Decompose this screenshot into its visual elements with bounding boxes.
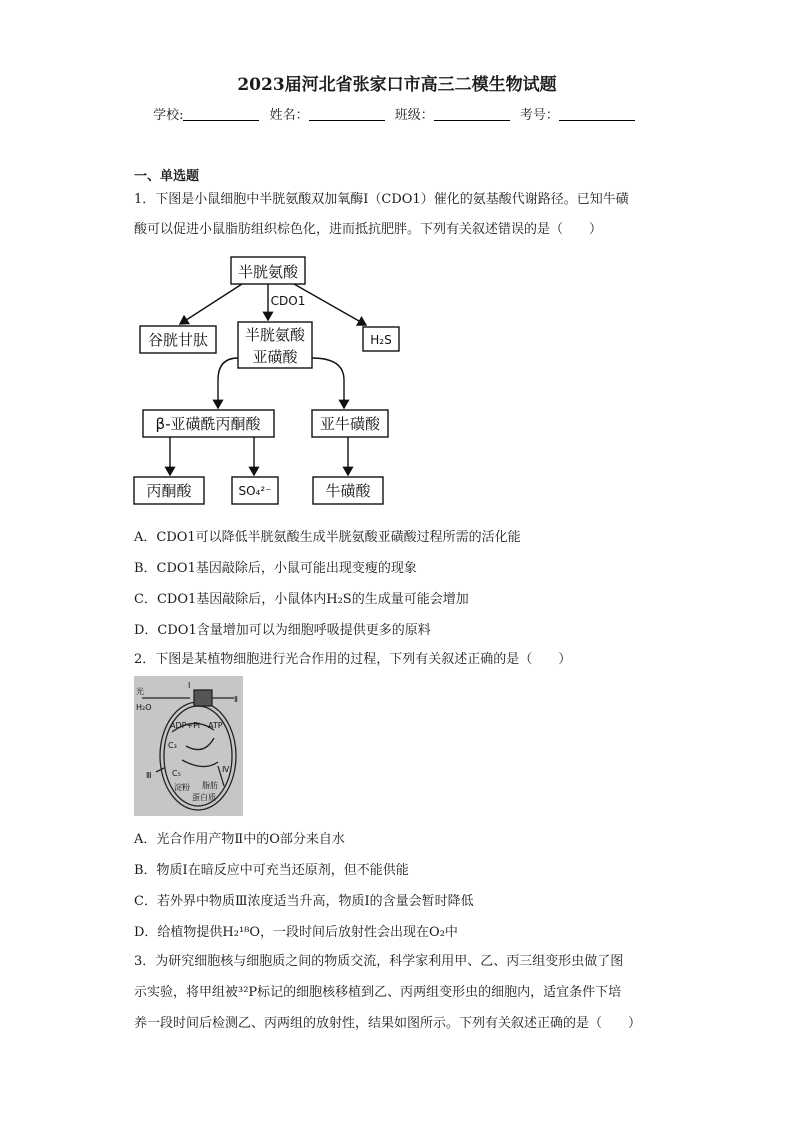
fig-r2: Ⅱ: [234, 695, 238, 704]
fig-c3: C₃: [168, 741, 177, 750]
page-title: 2023届河北省张家口市高三二模生物试题: [237, 75, 557, 95]
q1-option-d: D．CDO1含量增加可以为细胞呼吸提供更多的原料: [134, 623, 431, 638]
label-hypotaurine: 亚牛磺酸: [319, 415, 381, 433]
label-cysteine: 半胱氨酸: [237, 263, 299, 281]
name-label: 姓名：: [269, 108, 309, 123]
q3-line2: 示实验，将甲组被³²P标记的细胞核移植到乙、丙两组变形虫的细胞内，适宜条件下培: [134, 985, 622, 1000]
student-info-line: [0, 104, 794, 123]
label-taurine: 牛磺酸: [325, 482, 371, 500]
fig-fat: 脂肪: [202, 781, 218, 790]
fig-r1: Ⅰ: [188, 681, 191, 690]
label-cdo1: CDO1: [270, 294, 306, 308]
fig-water: H₂O: [136, 703, 152, 712]
label-h2s: H₂S: [370, 333, 392, 347]
class-blank[interactable]: [434, 108, 510, 121]
label-pyruvate: 丙酮酸: [146, 482, 192, 500]
q2-photosynthesis-figure: [134, 676, 243, 816]
fig-adp: ADP+Pi: [170, 721, 201, 730]
q2-option-c: C．若外界中物质Ⅲ浓度适当升高，物质Ⅰ的含量会暂时降低: [134, 894, 474, 909]
fig-r4: Ⅳ: [222, 765, 230, 774]
name-blank[interactable]: [309, 108, 385, 121]
fig-light: 光: [136, 687, 144, 696]
label-sulfate: SO₄²⁻: [238, 484, 272, 498]
q2-line1: 2．下图是某植物细胞进行光合作用的过程，下列有关叙述正确的是（ ）: [134, 652, 572, 667]
q1-line2: 酸可以促进小鼠脂肪组织棕色化，进而抵抗肥胖。下列有关叙述错误的是（ ）: [134, 222, 603, 237]
q3-line3: 养一段时间后检测乙、丙两组的放射性，结果如图所示。下列有关叙述正确的是（ ）: [134, 1016, 642, 1031]
number-label: 考号：: [519, 108, 559, 123]
q1-line1: 1．下图是小鼠细胞中半胱氨酸双加氧酶Ⅰ（CDO1）催化的氨基酸代谢路径。已知牛磺: [134, 192, 629, 207]
q1-option-a: A．CDO1可以降低半胱氨酸生成半胱氨酸亚磺酸过程所需的活化能: [134, 530, 521, 545]
q1-option-b: B．CDO1基因敲除后，小鼠可能出现变瘦的现象: [134, 561, 417, 576]
label-b-sulfinylpyruvate: β-亚磺酰丙酮酸: [155, 415, 261, 433]
number-blank[interactable]: [559, 108, 635, 121]
q2-option-d: D．给植物提供H₂¹⁸O，一段时间后放射性会出现在O₂中: [134, 925, 458, 940]
fig-atp: ATP: [208, 721, 223, 730]
class-label: 班级：: [394, 108, 434, 123]
q1-option-c: C．CDO1基因敲除后，小鼠体内H₂S的生成量可能会增加: [134, 592, 469, 607]
q3-line1: 3．为研究细胞核与细胞质之间的物质交流，科学家利用甲、乙、丙三组变形虫做了图: [134, 954, 624, 969]
fig-protein: 蛋白质: [192, 793, 216, 802]
label-glutathione: 谷胱甘肽: [147, 331, 209, 349]
q2-option-a: A．光合作用产物Ⅱ中的O部分来自水: [134, 832, 345, 847]
school-label: 学校:: [153, 108, 184, 123]
q1-pathway-diagram: [130, 250, 420, 510]
q2-option-b: B．物质Ⅰ在暗反应中可充当还原剂，但不能供能: [134, 863, 409, 878]
label-mid1: 半胱氨酸: [244, 326, 306, 344]
fig-r3: Ⅲ: [146, 771, 152, 780]
label-mid2: 亚磺酸: [252, 348, 298, 366]
section-heading: 一、单选题: [134, 169, 200, 184]
fig-c5: C₅: [172, 769, 181, 778]
fig-starch: 淀粉: [174, 783, 190, 792]
school-blank[interactable]: [183, 108, 259, 121]
